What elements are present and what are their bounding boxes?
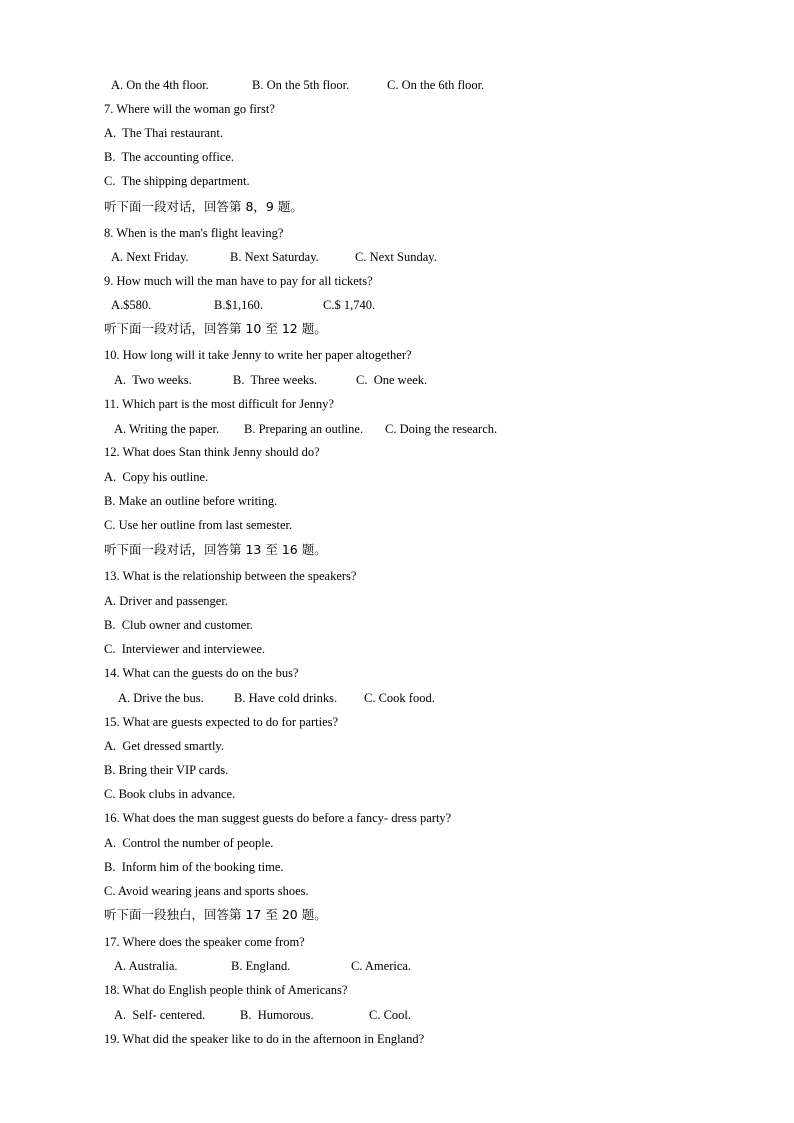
q14-option-b: B. Have cold drinks. <box>234 691 338 705</box>
q8-option-c: C. Next Sunday. <box>355 250 437 264</box>
q11-question: 11. Which part is the most difficult for Jenny? <box>104 397 334 411</box>
q12-option-a: A. Copy his outline. <box>104 470 209 484</box>
q11-option-c: C. Doing the research. <box>385 422 498 436</box>
q18-option-c: C. Cool. <box>369 1008 412 1022</box>
q8-option-a: A. Next Friday. <box>111 250 189 264</box>
q10-option-c: C. One week. <box>356 373 428 387</box>
q6-option-a: A. On the 4th floor. <box>111 78 209 92</box>
section-heading-10-12: 听下面一段对话，回答第 10 至 12 题。 <box>104 321 327 336</box>
q12-question: 12. What does Stan think Jenny should do? <box>104 445 320 459</box>
q19-question: 19. What did the speaker like to do in the afternoon in England? <box>104 1032 425 1046</box>
q14-option-a: A. Drive the bus. <box>118 691 204 705</box>
q9-option-a: A.$580. <box>111 298 152 312</box>
section-heading-13-16: 听下面一段对话，回答第 13 至 16 题。 <box>104 542 327 557</box>
q11-option-a: A. Writing the paper. <box>114 422 220 436</box>
q9-option-c: C.$ 1,740. <box>323 298 376 312</box>
q18-question: 18. What do English people think of Americans? <box>104 983 348 997</box>
q17-option-b: B. England. <box>231 959 291 973</box>
q17-option-a: A. Australia. <box>114 959 178 973</box>
q7-option-b: B. The accounting office. <box>104 150 235 164</box>
q13-option-b: B. Club owner and customer. <box>104 618 253 632</box>
q10-option-a: A. Two weeks. <box>114 373 192 387</box>
q8-question: 8. When is the man's flight leaving? <box>104 226 284 240</box>
section-heading-8-9: 听下面一段对话，回答第 8，9 题。 <box>104 199 303 214</box>
q7-question: 7. Where will the woman go first? <box>104 102 275 116</box>
q16-option-c: C. Avoid wearing jeans and sports shoes. <box>104 884 309 898</box>
q14-question: 14. What can the guests do on the bus? <box>104 666 299 680</box>
q7-option-c: C. The shipping department. <box>104 174 250 188</box>
q15-option-b: B. Bring their VIP cards. <box>104 763 229 777</box>
q9-question: 9. How much will the man have to pay for all tickets? <box>104 274 373 288</box>
q13-option-a: A. Driver and passenger. <box>104 594 228 608</box>
q9-option-b: B.$1,160. <box>214 298 263 312</box>
q14-option-c: C. Cook food. <box>364 691 435 705</box>
q16-question: 16. What does the man suggest guests do before a fancy- dress party? <box>104 811 452 825</box>
section-heading-17-20: 听下面一段独白，回答第 17 至 20 题。 <box>104 907 327 922</box>
q10-option-b: B. Three weeks. <box>233 373 318 387</box>
q15-option-a: A. Get dressed smartly. <box>104 739 224 753</box>
q8-option-b: B. Next Saturday. <box>230 250 319 264</box>
q13-question: 13. What is the relationship between the speakers? <box>104 569 357 583</box>
q18-option-a: A. Self- centered. <box>114 1008 206 1022</box>
q7-option-a: A. The Thai restaurant. <box>104 126 223 140</box>
q11-option-b: B. Preparing an outline. <box>244 422 364 436</box>
q6-option-c: C. On the 6th floor. <box>387 78 485 92</box>
q10-question: 10. How long will it take Jenny to write her paper altogether? <box>104 348 412 362</box>
q13-option-c: C. Interviewer and interviewee. <box>104 642 266 656</box>
q17-option-c: C. America. <box>351 959 412 973</box>
q16-option-a: A. Control the number of people. <box>104 836 274 850</box>
q6-option-b: B. On the 5th floor. <box>252 78 350 92</box>
q15-option-c: C. Book clubs in advance. <box>104 787 236 801</box>
q12-option-c: C. Use her outline from last semester. <box>104 518 293 532</box>
q12-option-b: B. Make an outline before writing. <box>104 494 278 508</box>
q17-question: 17. Where does the speaker come from? <box>104 935 305 949</box>
q18-option-b: B. Humorous. <box>240 1008 314 1022</box>
q15-question: 15. What are guests expected to do for parties? <box>104 715 339 729</box>
q16-option-b: B. Inform him of the booking time. <box>104 860 284 874</box>
